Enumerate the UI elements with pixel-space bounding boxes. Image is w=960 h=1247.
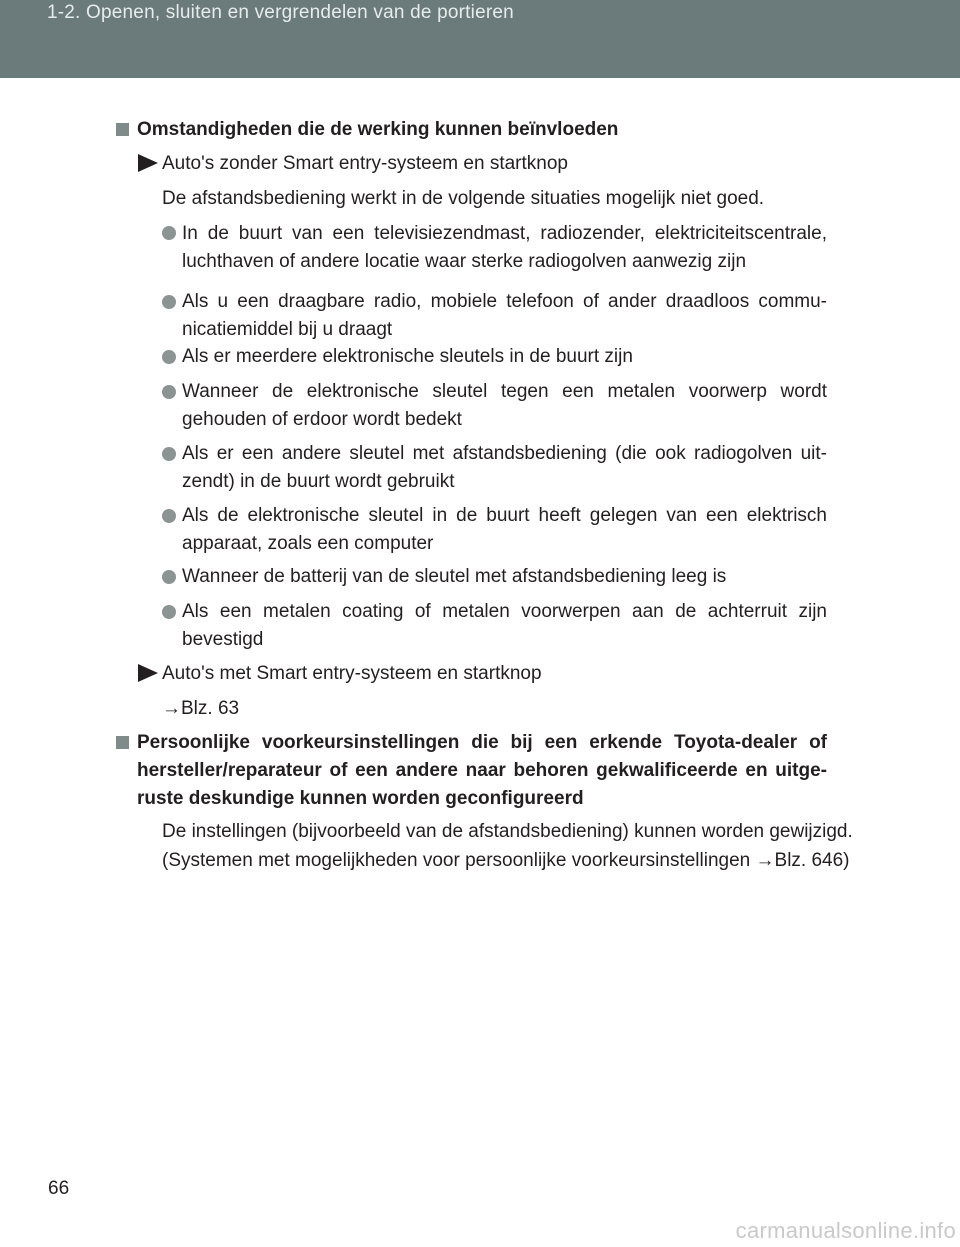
bullet-item: Als de elektronische sleutel in de buurt heeft gelegen van een elektrisch apparaat, zoals een computer [182, 505, 827, 554]
bullet-dot-icon [162, 226, 176, 240]
section1-heading: Omstandigheden die de werking kunnen beïnvloeden [137, 119, 619, 140]
variant-a-label: Auto's zonder Smart entry-systeem en startknop [162, 153, 568, 174]
page-number: 66 [48, 1178, 70, 1199]
bullet-dot-icon [162, 447, 176, 461]
section2-heading: Persoonlijke voorkeursinstellingen die bij een erkende Toyota-dealer of hersteller/reparateur of een andere naar behoren gekwalificeerde en uitge-ruste deskundige kunnen worden geconfigureerd [137, 732, 827, 809]
bullet-item: Als er meerdere elektronische sleutels in de buurt zijn [182, 346, 633, 367]
variant-b-label: Auto's met Smart entry-systeem en startknop [162, 663, 542, 684]
section2-body-line2: (Systemen met mogelijkheden voor persoonlijke voorkeursinstellingen →Blz. 646) [162, 850, 850, 871]
heading-square-icon [116, 736, 129, 749]
bullet-item: Als een metalen coating of metalen voorwerpen aan de achterruit zijn bevestigd [182, 601, 827, 650]
watermark: carmanualsonline.info [735, 1218, 956, 1243]
bullet-dot-icon [162, 509, 176, 523]
bullet-dot-icon [162, 295, 176, 309]
section2-body-line1: De instellingen (bijvoorbeeld van de afstandsbediening) kunnen worden gewijzigd. [162, 821, 853, 842]
bullet-item: Als u een draagbare radio, mobiele telefoon of ander draadloos commu-nicatiemiddel bij u draagt [182, 291, 827, 340]
bullet-dot-icon [162, 385, 176, 399]
bullet-item: Wanneer de elektronische sleutel tegen een metalen voorwerp wordt gehouden of erdoor wordt bedekt [182, 381, 827, 430]
variant-a-intro: De afstandsbediening werkt in de volgende situaties mogelijk niet goed. [162, 188, 765, 209]
bullet-item: In de buurt van een televisiezendmast, radiozender, elektriciteitscentrale, luchthaven of andere locatie waar sterke radiogolven aanwezig zijn [182, 223, 827, 272]
bullet-item: Wanneer de batterij van de sleutel met afstandsbediening leeg is [182, 566, 727, 587]
bullet-dot-icon [162, 350, 176, 364]
triangle-marker-icon [138, 154, 158, 172]
bullet-dot-icon [162, 570, 176, 584]
triangle-marker-icon [138, 664, 158, 682]
heading-square-icon [116, 123, 129, 136]
page-reference: →Blz. 63 [162, 698, 240, 719]
bullet-item: Als er een andere sleutel met afstandsbediening (die ook radiogolven uit-zendt) in de buurt wordt gebruikt [182, 443, 827, 492]
section-title: 1-2. Openen, sluiten en vergrendelen van de portieren [47, 2, 514, 23]
section-header-bar [0, 0, 960, 78]
bullet-dot-icon [162, 605, 176, 619]
